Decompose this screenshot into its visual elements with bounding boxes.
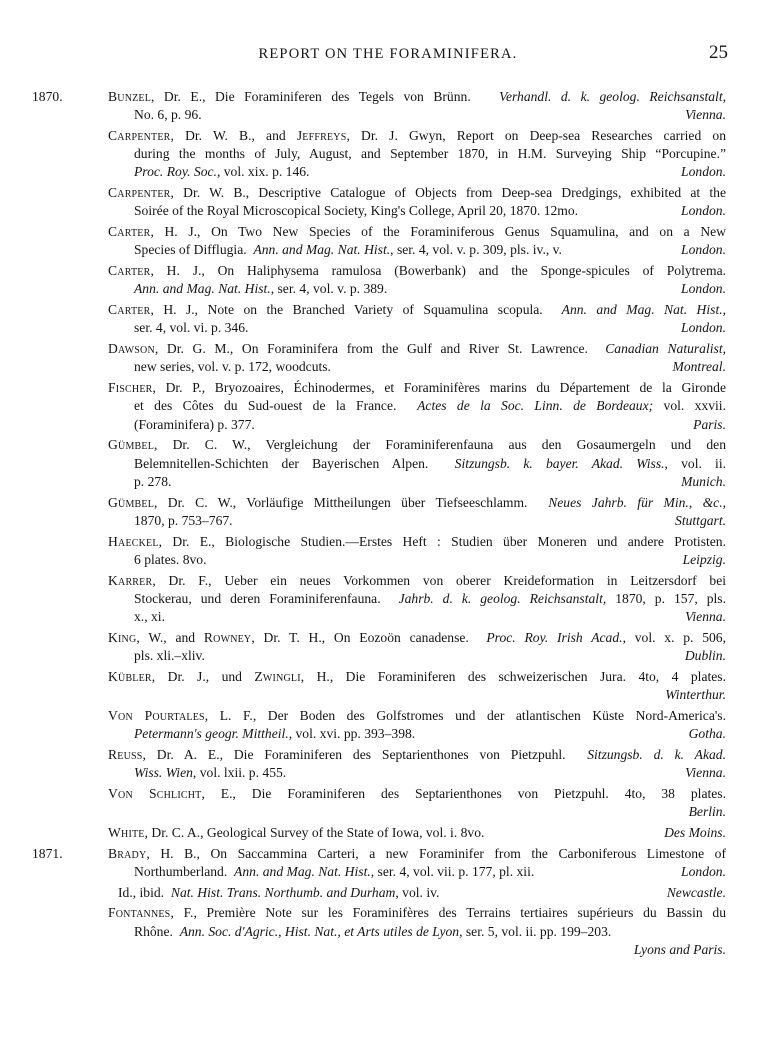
bibliography-entry: Reuss, Dr. A. E., Die Foraminiferen des Septarienthones von Pietzpuhl. Sitzungsb. d. k. Akad. Wiss. Wien, vol. lxii. p. 455. Vienna. bbox=[108, 746, 726, 782]
place-label: Des Moins. bbox=[664, 824, 726, 840]
place-label: London. bbox=[681, 320, 726, 336]
author-name: Bunzel bbox=[108, 89, 152, 104]
journal-title: Ann. and Mag. Nat. Hist., bbox=[561, 302, 727, 318]
journal-title: Canadian Naturalist, bbox=[605, 341, 726, 357]
place-label: Vienna. bbox=[685, 609, 726, 625]
author-name: Kübler bbox=[108, 668, 152, 684]
bibliography-entry: Carpenter, Dr. W. B., and Jeffreys, Dr. J. Gwyn, Report on Deep-sea Researches carried on during the months of July, August, and September 1870, in H.M. Surveying Ship “Porcupine.” Proc. Roy. Soc., vol. xix. p. 146. London. bbox=[108, 127, 726, 182]
bibliography-entry: Fischer, Dr. P., Bryozoaires, Échinodermes, et Foraminifères marins du Département de la Gironde et des Côtes du Sud-ouest de la France. Actes de la Soc. Linn. de Bordeaux; vol. xxvii. (Foraminifera) p. 377. Paris. bbox=[108, 379, 726, 434]
journal-title: Neues Jahrb. für Min., &c., bbox=[548, 494, 726, 510]
author-name: Von Schlicht bbox=[108, 785, 202, 801]
place-label: Dublin. bbox=[684, 648, 726, 664]
place-label: Vienna. bbox=[685, 107, 726, 123]
author-name: Von Pourtales bbox=[108, 707, 205, 723]
author-name: Carter bbox=[108, 263, 151, 279]
bibliography-entry: Carter, H. J., Note on the Branched Variety of Squamulina scopula. Ann. and Mag. Nat. Hist., ser. 4, vol. vi. p. 346. London. bbox=[108, 301, 726, 337]
author-name: White bbox=[108, 824, 145, 840]
bibliography-entry: 1871. Brady, H. B., On Saccammina Carteri, a new Foraminifer from the Carboniferous Limestone of Northumberland. Ann. and Mag. Nat. Hist., ser. 4, vol. vii. p. 177, pl. xii. London. bbox=[108, 845, 726, 881]
bibliography-entry: Karrer, Dr. F., Ueber ein neues Vorkommen von oberer Kreideformation in Leitzersdorf bei Stockerau, und deren Foraminiferenfauna. Jahrb. d. k. geolog. Reichsanstalt, 1870, p. 157, pls. x., xi. Vienna. bbox=[108, 572, 726, 627]
author-name: Carter bbox=[108, 302, 151, 318]
bibliography-list bbox=[0, 88, 776, 962]
bibliography-entry: Id., ibid. Nat. Hist. Trans. Northumb. and Durham, vol. iv. Newcastle. bbox=[108, 884, 726, 902]
journal-title: Verhandl. d. k. geolog. Reichsanstalt, bbox=[499, 89, 727, 104]
place-label: Paris. bbox=[693, 416, 726, 432]
journal-title: Actes de la Soc. Linn. de Bordeaux; bbox=[417, 398, 654, 414]
bibliography-entry: Carter, H. J., On Haliphysema ramulosa (Bowerbank) and the Sponge-spicules of Polytrema. Ann. and Mag. Nat. Hist., ser. 4, vol. v. p. 389. London. bbox=[108, 262, 726, 298]
author-name: Fontannes bbox=[108, 905, 171, 921]
year-label: 1870. bbox=[32, 89, 63, 104]
journal-title: Ann. and Mag. Nat. Hist. bbox=[253, 242, 391, 258]
bibliography-entry: 1870. Bunzel, Dr. E., Die Foraminiferen des Tegels von Brünn. Verhandl. d. k. geolog. Reichsanstalt, No. 6, p. 96. Vienna. bbox=[108, 88, 726, 124]
place-label: London. bbox=[681, 203, 726, 219]
author-name: Carpenter bbox=[108, 128, 171, 143]
journal-title: Ann. Soc. d'Agric., Hist. Nat., et Arts utiles de Lyon bbox=[179, 923, 460, 939]
author-name: Fischer bbox=[108, 380, 153, 396]
author-name: Karrer bbox=[108, 572, 153, 588]
place-label: Munich. bbox=[681, 473, 726, 489]
bibliography-entry: Kübler, Dr. J., und Zwingli, H., Die Foraminiferen des schweizerischen Jura. 4to, 4 plates. Winterthur. bbox=[108, 668, 726, 704]
place-label: Lyons and Paris. bbox=[633, 941, 726, 957]
author-name: Zwingli bbox=[254, 668, 301, 684]
bibliography-entry: Gümbel, Dr. C. W., Vergleichung der Foraminiferenfauna aus den Gosaumergeln und den Belemnitellen-Schichten der Bayerischen Alpen. Sitzungsb. k. bayer. Akad. Wiss., vol. ii. p. 278. Munich. bbox=[108, 436, 726, 491]
journal-title: Proc. Roy. Soc. bbox=[134, 164, 217, 180]
journal-title: Petermann's geogr. Mittheil. bbox=[134, 726, 289, 742]
place-label: Berlin. bbox=[688, 804, 726, 820]
place-label: London. bbox=[681, 242, 726, 258]
page-header bbox=[0, 42, 776, 66]
place-label: Vienna. bbox=[685, 765, 726, 781]
author-name: Reuss bbox=[108, 746, 143, 762]
bibliography-entry: White, Dr. C. A., Geological Survey of the State of Iowa, vol. i. 8vo. Des Moins. bbox=[108, 824, 726, 842]
page-number: 25 bbox=[709, 42, 728, 63]
bibliography-entry: Gümbel, Dr. C. W., Vorläufige Mittheilungen über Tiefseeschlamm. Neues Jahrb. für Min., &c., 1870, p. 753–767. Stuttgart. bbox=[108, 494, 726, 530]
bibliography-entry: Haeckel, Dr. E., Biologische Studien.—Erstes Heft : Studien über Moneren und andere Protisten. 6 plates. 8vo. Leipzig. bbox=[108, 533, 726, 569]
journal-title: Sitzungsb. k. bayer. Akad. Wiss. bbox=[454, 455, 665, 471]
author-name: Gümbel bbox=[108, 437, 155, 453]
author-name: Haeckel bbox=[108, 533, 159, 549]
bibliography-entry: Fontannes, F., Première Note sur les Foraminifères des Terrains tertiaires supérieurs du Bassin du Rhône. Ann. Soc. d'Agric., Hist. Nat., et Arts utiles de Lyon, ser. 5, vol. ii. pp. 199–203. Lyons and Paris. bbox=[108, 904, 726, 959]
running-title: REPORT ON THE FORAMINIFERA. bbox=[258, 46, 518, 62]
place-label: Montreal. bbox=[672, 359, 726, 375]
place-label: Stuttgart. bbox=[675, 512, 726, 528]
place-label: Winterthur. bbox=[665, 687, 726, 703]
bibliography-entry: Carpenter, Dr. W. B., Descriptive Catalogue of Objects from Deep-sea Dredgings, exhibited at the Soirée of the Royal Microscopical Society, King's College, April 20, 1870. 12mo. London. bbox=[108, 184, 726, 220]
place-label: Newcastle. bbox=[666, 884, 726, 900]
bibliography-entry: Dawson, Dr. G. M., On Foraminifera from the Gulf and River St. Lawrence. Canadian Naturalist, new series, vol. v. p. 172, woodcuts. Montreal. bbox=[108, 340, 726, 376]
year-label: 1871. bbox=[32, 845, 63, 861]
author-name: Brady bbox=[108, 845, 147, 861]
place-label: Leipzig. bbox=[682, 551, 726, 567]
author-name: Gümbel bbox=[108, 494, 155, 510]
bibliography-entry: Von Pourtales, L. F., Der Boden des Golfstromes und der atlantischen Küste Nord-America's. Petermann's geogr. Mittheil., vol. xvi. pp. 393–398. Gotha. bbox=[108, 707, 726, 743]
journal-title: Sitzungsb. d. k. Akad. bbox=[587, 746, 726, 762]
author-name: Rowney bbox=[203, 629, 252, 645]
journal-title: Proc. Roy. Irish Acad. bbox=[486, 629, 623, 645]
author-name: Jeffreys bbox=[296, 128, 347, 143]
bibliography-entry: Carter, H. J., On Two New Species of the Foraminiferous Genus Squamulina, and on a New Species of Difflugia. Ann. and Mag. Nat. Hist., ser. 4, vol. v. p. 309, pls. iv., v. London. bbox=[108, 223, 726, 259]
author-name: Dawson bbox=[108, 341, 155, 357]
journal-title: Ann. and Mag. Nat. Hist. bbox=[134, 281, 271, 297]
journal-title: Wiss. Wien bbox=[134, 765, 193, 781]
place-label: London. bbox=[681, 863, 726, 879]
author-name: King bbox=[108, 629, 137, 645]
bibliography-entry: Von Schlicht, E., Die Foraminiferen des Septarienthones von Pietzpuhl. 4to, 38 plates. Berlin. bbox=[108, 785, 726, 821]
place-label: London. bbox=[681, 281, 726, 297]
journal-title: Jahrb. d. k. geolog. Reichsanstalt bbox=[398, 590, 603, 606]
author-name: Carter bbox=[108, 224, 151, 240]
journal-title: Ann. and Mag. Nat. Hist. bbox=[234, 863, 371, 879]
journal-title: Nat. Hist. Trans. Northumb. and Durham bbox=[170, 884, 396, 900]
place-label: Gotha. bbox=[688, 726, 726, 742]
author-name: Carpenter bbox=[108, 185, 171, 201]
place-label: London. bbox=[681, 164, 726, 180]
bibliography-entry: King, W., and Rowney, Dr. T. H., On Eozoön canadense. Proc. Roy. Irish Acad., vol. x. p. 506, pls. xli.–xliv. Dublin. bbox=[108, 629, 726, 665]
